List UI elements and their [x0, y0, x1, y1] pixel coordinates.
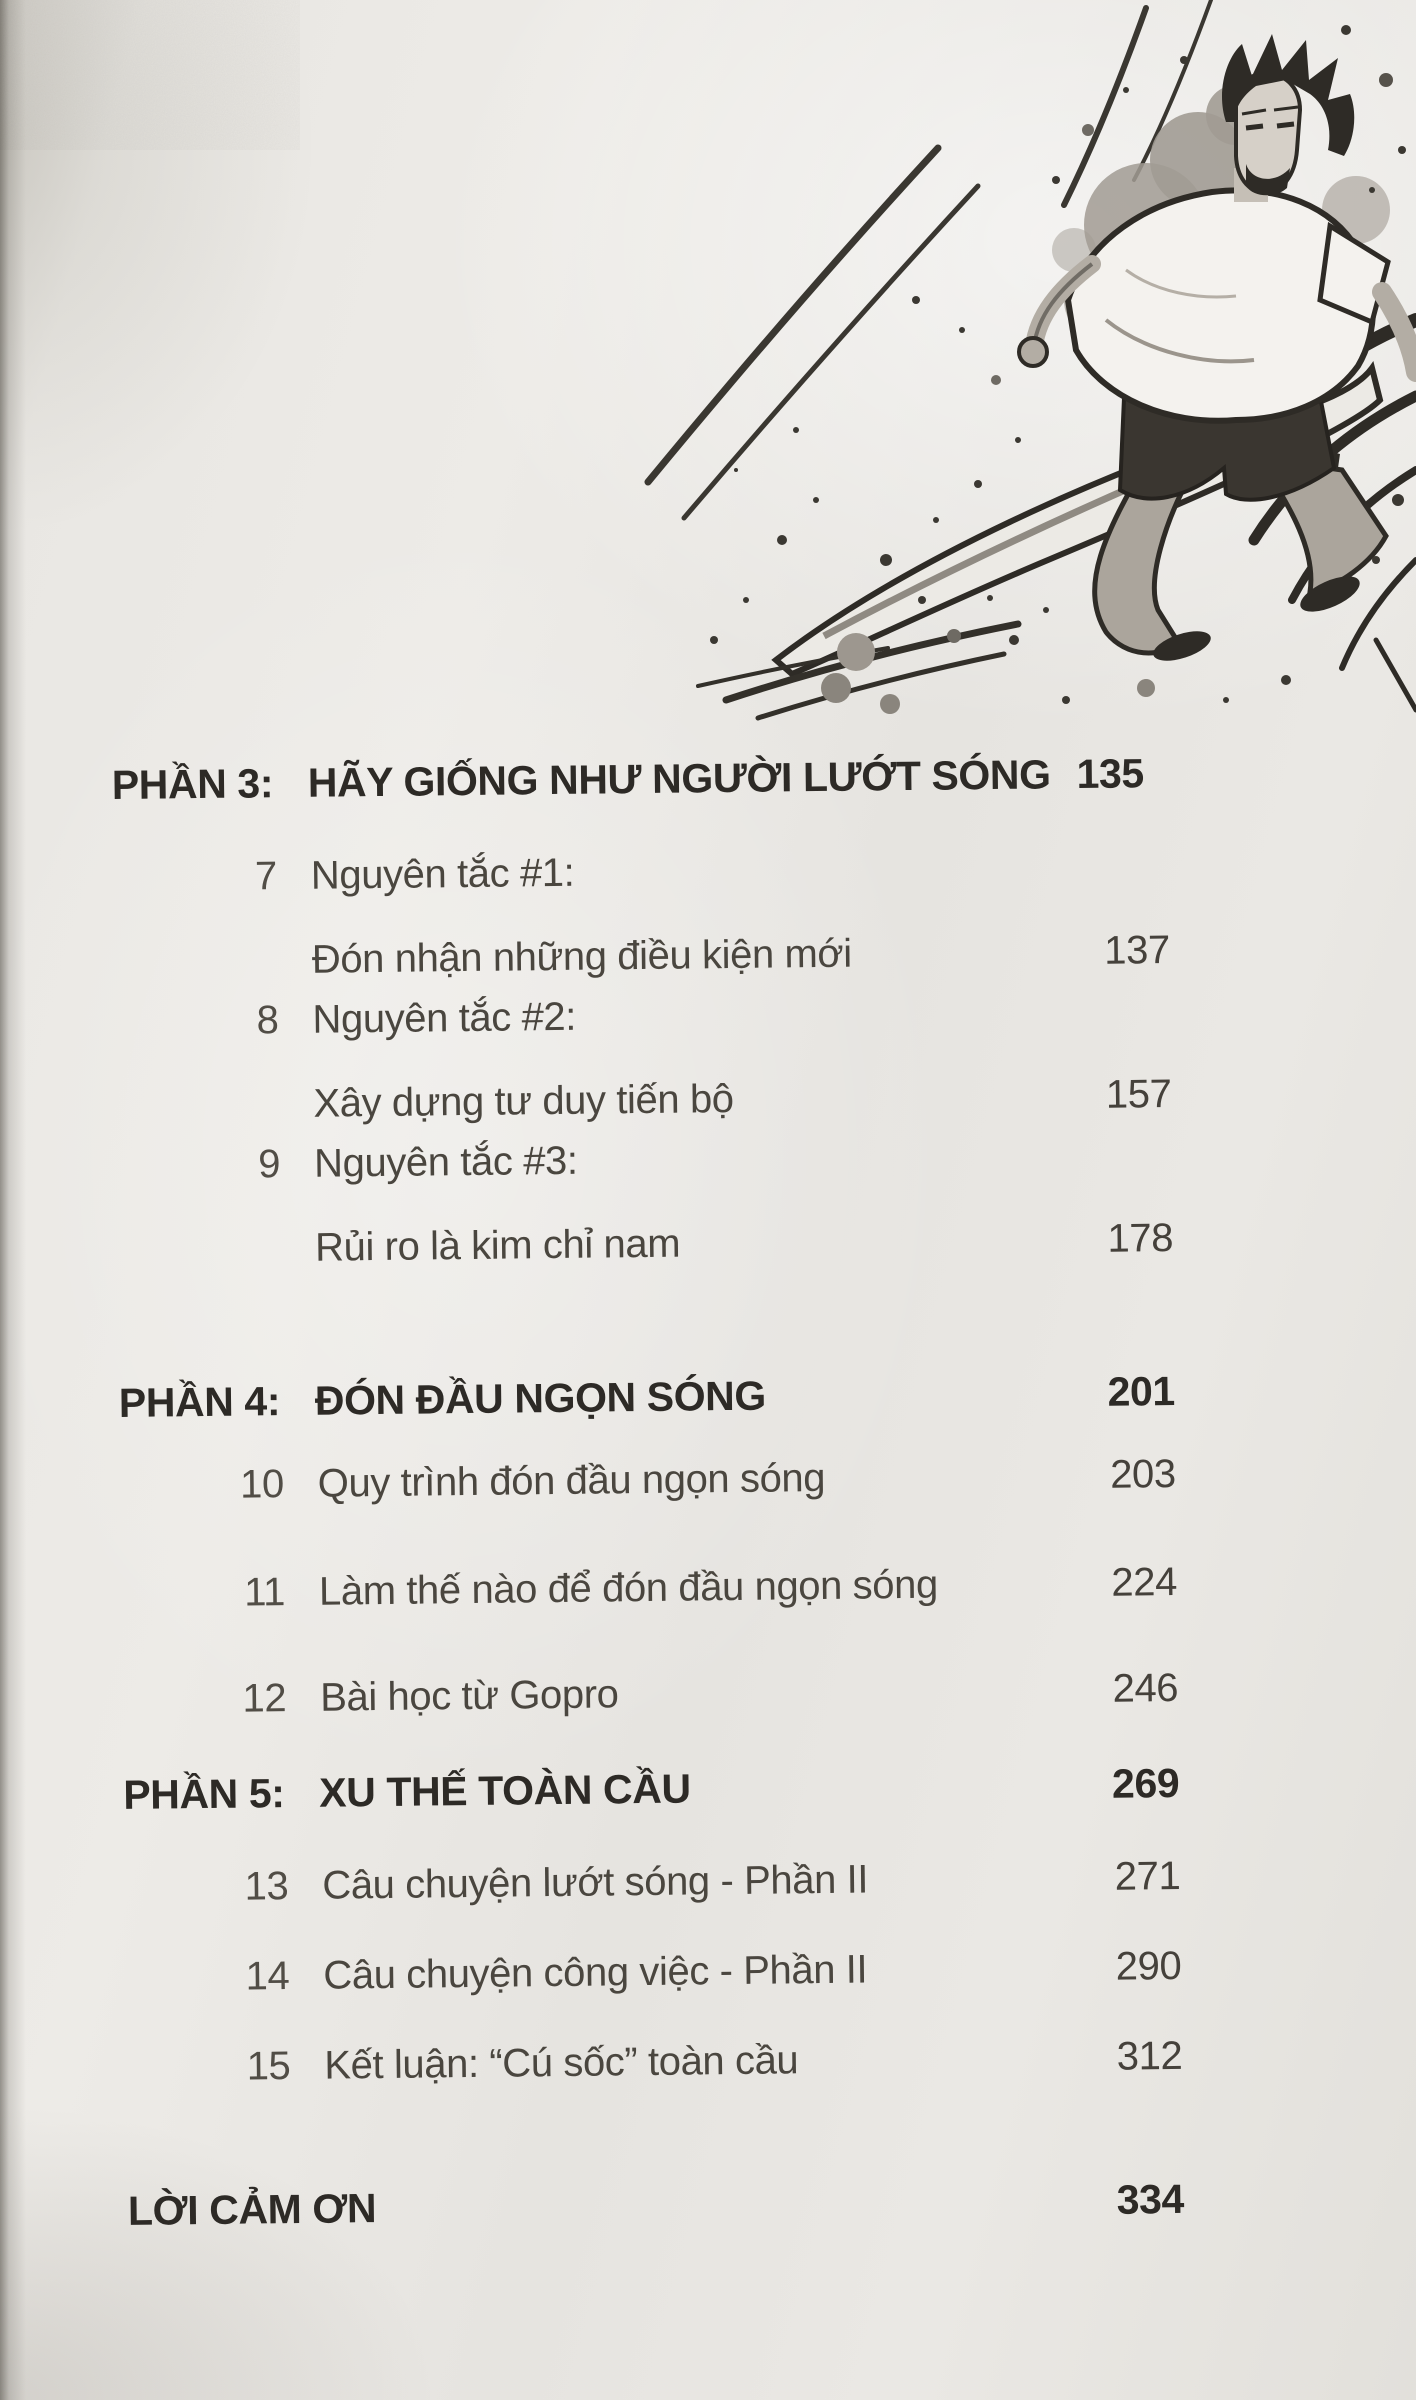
- chapter-12-row: [122, 1666, 1178, 1723]
- part4-title: ĐÓN ĐẦU NGỌN SÓNG: [314, 1372, 767, 1424]
- toc-part3-heading: [112, 750, 1168, 809]
- part5-label: PHẦN 5:: [123, 1770, 285, 1818]
- chapter-11-title: Làm thế nào để đón đầu ngọn sóng: [318, 1562, 939, 1614]
- chapter-13-number: 13: [244, 1864, 289, 1909]
- chapter-13-title: Câu chuyện lướt sóng - Phần II: [322, 1857, 869, 1908]
- acknowledgments-page-number: 334: [1116, 2175, 1185, 2223]
- part3-page-number: 135: [1076, 750, 1145, 798]
- acknowledgments-label: LỜI CẢM ƠN: [127, 2185, 377, 2234]
- chapter-7-line2: [114, 928, 1170, 985]
- part3-title: HÃY GIỐNG NHƯ NGƯỜI LƯỚT SÓNG: [307, 751, 1051, 806]
- surfer-head: [1222, 34, 1354, 202]
- chapter-14-row: [125, 1944, 1181, 2001]
- table-of-contents: [103, 0, 1186, 2400]
- chapter-12-title: Bài học từ Gopro: [319, 1672, 619, 1720]
- chapter-10-number: 10: [239, 1462, 285, 1507]
- chapter-7-line1: [113, 844, 1169, 901]
- chapter-13-row: [124, 1854, 1180, 1911]
- chapter-7-title-line1: Nguyên tắc #1:: [310, 850, 575, 898]
- chapter-9-number: 9: [258, 1142, 281, 1187]
- chapter-10-row: [120, 1452, 1176, 1509]
- chapter-11-page-number: 224: [1111, 1559, 1178, 1605]
- chapter-8-number: 8: [256, 998, 279, 1043]
- book-gutter-shadow: [0, 0, 28, 2400]
- chapter-10-title: Quy trình đón đầu ngọn sóng: [317, 1455, 826, 1506]
- part3-label: PHẦN 3:: [111, 760, 274, 808]
- acknowledgments-row: [128, 2176, 1184, 2235]
- chapter-14-number: 14: [245, 1954, 290, 1999]
- chapter-11-row: [121, 1560, 1177, 1617]
- part4-label: PHẦN 4:: [118, 1378, 281, 1426]
- chapter-9-title-line2: Rủi ro là kim chỉ nam: [314, 1221, 681, 1270]
- chapter-15-number: 15: [246, 2044, 291, 2089]
- toc-part4-heading: [119, 1368, 1175, 1427]
- chapter-9-page-number: 178: [1107, 1215, 1174, 1261]
- chapter-15-title: Kết luận: “Cú sốc” toàn cầu: [324, 2038, 799, 2088]
- chapter-7-title-line2: Đón nhận những điều kiện mới: [311, 931, 852, 982]
- chapter-7-number: 7: [254, 854, 278, 899]
- part5-page-number: 269: [1111, 1759, 1180, 1807]
- chapter-11-number: 11: [244, 1570, 286, 1615]
- chapter-8-title-line2: Xây dựng tư duy tiến bộ: [313, 1076, 734, 1126]
- part5-title: XU THẾ TOÀN CẦU: [319, 1765, 691, 1816]
- chapter-13-page-number: 271: [1114, 1853, 1181, 1899]
- chapter-8-title-line1: Nguyên tắc #2:: [312, 994, 577, 1042]
- chapter-7-page-number: 137: [1103, 928, 1171, 973]
- chapter-12-number: 12: [242, 1676, 287, 1721]
- chapter-14-page-number: 290: [1115, 1943, 1182, 1989]
- chapter-9-line2: [117, 1216, 1173, 1273]
- chapter-8-page-number: 157: [1105, 1072, 1172, 1117]
- chapter-15-page-number: 312: [1116, 2033, 1183, 2079]
- chapter-8-line1: [114, 988, 1170, 1045]
- chapter-10-page-number: 203: [1109, 1451, 1176, 1497]
- chapter-9-number-spacer: [117, 1261, 281, 1263]
- chapter-9-title-line1: Nguyên tắc #3:: [313, 1138, 578, 1186]
- toc-part5-heading: [123, 1760, 1179, 1819]
- chapter-8-line2: [115, 1072, 1171, 1129]
- chapter-14-title: Câu chuyện công việc - Phần II: [323, 1947, 868, 1998]
- chapter-12-page-number: 246: [1112, 1665, 1179, 1711]
- chapter-15-row: [126, 2034, 1182, 2091]
- chapter-9-line1: [116, 1132, 1172, 1189]
- chapter-7-number-spacer: [114, 973, 278, 975]
- part4-page-number: 201: [1107, 1367, 1176, 1415]
- chapter-8-number-spacer: [116, 1117, 280, 1119]
